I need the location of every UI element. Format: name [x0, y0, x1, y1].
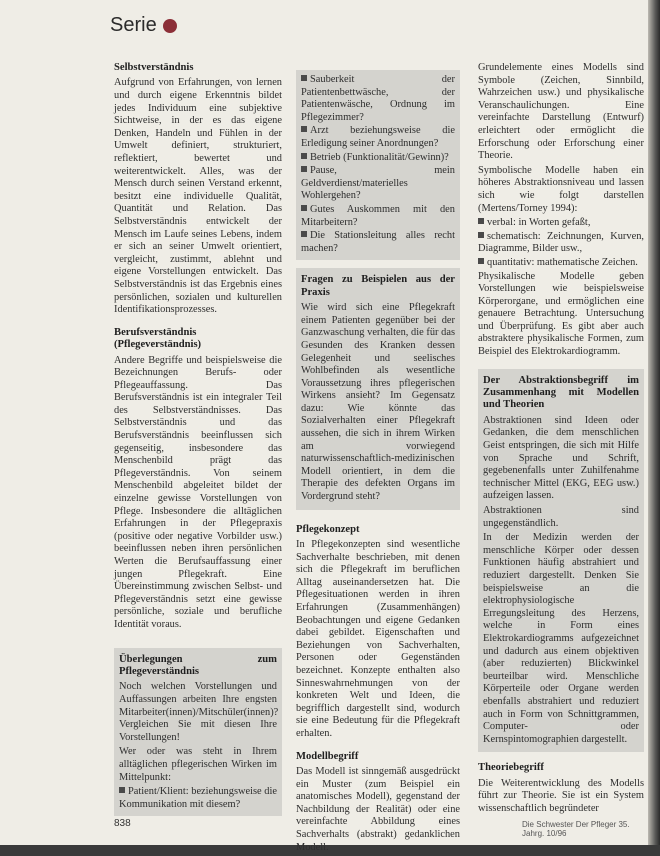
list-item [119, 786, 277, 811]
box-bullets-continued [296, 70, 460, 260]
heading-pflegekonzept: Pflegekonzept [296, 523, 360, 535]
box-ueberlegungen-p1: Noch welchen Vorstellungen und Auffassungen arbeiten Ihre engsten Mitarbeiter(innen)/Mitschüler(innen)? Vergleichen Sie mit diesen Ihre Vorstellungen! [119, 681, 279, 743]
list-item-text: Die Stationsleitung alles recht machen? [301, 230, 455, 254]
box-ueberlegungen-title: Überlegungen zum Pflegeverständnis [119, 653, 277, 677]
list-item [301, 152, 455, 165]
list-item-text: verbal: in Worten gefaßt, [487, 217, 591, 229]
series-label: Serie [110, 14, 157, 36]
box-fragen-title: Fragen zu Beispielen aus der Praxis [301, 274, 455, 298]
box-fragen-text: Wie wird sich eine Pflegekraft einem Patienten gegenüber bei der Ganzwaschung verhalten, die für das Gesunden des Kranken dessen Gelegenheit und seelisches Wohlbefinden als wesentliche Voraussetzung ihres pflegerischen Wirkens ansieht? Im Gegensatz dazu: Wie könnte das Sozialverhalten einer Pflegekraft aussehen, die sich in ihrem Wirken am vorwiegend naturwissenschaftlich-medizinischen Modell orientiert, in dem die Therapie des defekten Organs im Vordergrund steht? [301, 302, 455, 503]
paragraph-theoriebegriff: Die Weiterentwicklung des Modells führt zur Theorie. Sie ist ein System wissenschaftlich begründeter [478, 777, 644, 814]
box-abstraktionsbegriff-title: Der Abstraktionsbegriff im Zusammenhang mit Modellen und Theorien [483, 374, 639, 411]
bullet-icon [478, 232, 484, 238]
bullet-icon [478, 258, 484, 264]
list-item-text: Pause, mein Geldverdienst/materielles Wohlergehen? [301, 165, 455, 202]
column-3 [478, 62, 644, 818]
bullet-icon [301, 166, 307, 172]
paragraph-pflegekonzept: In Pflegekonzepten sind wesentliche Sachverhalte beschrieben, mit denen sich die Pflegekraft im beruflichen Alltag auseinandersetzen hat. Die Pflegesituationen werden in ihren Erfahrungen (Zusammenhängen) Beobachtungen und eigene Gedanken dabei gebildet. Eigenschaften und Beziehungen von Sachverhalten, Personen oder Gegenständen bezeichnet. Konzepte enthalten also Sinneswahrnehmungen von der konkreten Welt und Ideen, die begrifflich dargestellt sind, wodurch sie eine Bedeutung für die Pflegekraft erhalten. [296, 539, 460, 739]
list-item-text: quantitativ: mathematische Zeichen. [487, 256, 638, 268]
paragraph-modellbegriff: Das Modell ist sinngemäß ausgedrückt ein Muster (zum Beispiel ein anatomisches Modell), gegenstand der Nachbildung der Realität) oder eine vereinfachte Abbildung eines Sachverhalts (abstrakt) gedanklichen Modell. [296, 765, 460, 853]
series-dot-icon [163, 19, 177, 33]
list-item-text: Gutes Auskommen mit den Mitarbeitern? [301, 203, 455, 228]
list-item [301, 74, 455, 124]
heading-theoriebegriff: Theoriebegriff [478, 762, 544, 774]
series-header [110, 14, 177, 37]
list-item [478, 231, 644, 256]
list-item [478, 257, 644, 270]
bullet-icon [301, 205, 307, 211]
column-2 [296, 62, 460, 856]
bullet-icon [119, 787, 125, 793]
heading-berufsverstaendnis: Berufsverständnis (Pflegeverständnis) [114, 326, 202, 351]
journal-footer: Die Schwester Der Pfleger 35. Jahrg. 10/96 [522, 820, 630, 838]
box-ueberlegungen-p2: Wer oder was steht in Ihrem alltäglichen pflegerischen Wirken im Mittelpunkt: [119, 746, 277, 783]
paragraph-symbolische-modelle: Symbolische Modelle haben ein höheres Abstraktionsniveau und lassen sich wie folgt darstellen (Mertens/Torney 1994): [478, 164, 644, 214]
list-item [478, 217, 644, 230]
box-abstraktionsbegriff-p1: Abstraktionen sind Ideen oder Gedanken, die dem menschlichen Geist entspringen, die sich mit Hilfe von Sprache und Schrift, gegebenenfalls unter Zuhilfenahme technischer Mittel (EKG, EEG usw.) aufzeigen lassen. [483, 414, 639, 502]
bullet-icon [301, 126, 307, 132]
list-item-text: Patient/Klient: beziehungsweise die Kommunikation mit diesem? [119, 786, 277, 810]
box-abstraktionsbegriff-p2: Abstraktionen sind ungegenständlich. [483, 505, 639, 529]
list-item-text: schematisch: Zeichnungen, Kurven, Diagramme, Bilder usw., [478, 230, 644, 255]
list-item-text: Betrieb (Funktionalität/Gewinn)? [310, 151, 449, 163]
box-fragen [296, 268, 460, 509]
bullet-icon [478, 218, 484, 224]
box-ueberlegungen [114, 648, 282, 817]
list-item [301, 204, 455, 229]
bullet-icon [301, 231, 307, 237]
heading-modellbegriff: Modellbegriff [296, 750, 359, 762]
column-1 [114, 62, 282, 822]
box-abstraktionsbegriff [478, 369, 644, 753]
bullet-icon [301, 153, 307, 159]
page-number: 838 [114, 818, 131, 829]
bullet-icon [301, 75, 307, 81]
paragraph-berufsverstaendnis: Andere Begriffe und beispielsweise die Bezeichnungen Berufs- oder Pflegeauffassung. Das Berufsverständnis ist ein integraler Teil des Selbstverständnisses. Das Selbstverständnis und das Berufsverständnis beeinflussen sich gegenseitig, insbesondere das Menschenbild prägt das Pflegeverständnis. Von seinem Menschenbild abgeleitet bildet der einzelne gewisse Vorstellungen von Pflege. Insbesondere die alltäglichen Erfahrungen in der Pflegepraxis (positive oder negative Vorbilder usw.) beeinflussen neben ihren persönlichen Werten die Berufsauffassung einer jungen Pflegekraft. Eine Übereinstimmung zwischen Selbst- und Pflegeverständnis setzt eine gewisse persönliche, soziale und berufliche Identität voraus. [114, 354, 282, 630]
list-item [301, 165, 455, 203]
book-spine [648, 0, 660, 845]
paragraph-physikalische-modelle: Physikalische Modelle geben Vorstellungen wie beispielsweise Körperorgane, und ermöglichen eine genauere Betrachtung. Untersuchung und Überprüfung. Es gibt aber auch abstraktere physikalische Formen, zum Beispiel des Elektrokardiogramm. [478, 270, 644, 358]
list-item-text: Arzt beziehungsweise die Erledigung seiner Anordnungen? [301, 125, 455, 149]
list-item-text: Sauberkeit der Patientenbettwäsche, der Patientenwäsche, Ordnung im Pflegezimmer? [301, 74, 455, 123]
paragraph-selbstverstaendnis: Aufgrund von Erfahrungen, von lernen und durch eigene Erkenntnis bildet jedes Individuum eine subjektive Sichtweise, in der es das eigene Denken, Handeln und Fühlen in der Umwelt definiert, strukturiert, reflektiert, bewertet und weiterentwickelt. Alles, was der Mensch durch seinen Verstand erkennt, besitzt eine individuelle Qualität, Quantität und Relation. Das Selbstverständnis entwickelt der Mensch im Laufe seines Lebens, indem er sich an seiner Umwelt orientiert, vergleicht, zustimmt, ablehnt und eigene Vorstellungen entwickelt. Das Selbstverständnis ist das Ergebnis eines persönlichen, sozialen und kulturellen Identifikationsprozesses. [114, 77, 282, 316]
list-item [301, 230, 455, 255]
paragraph-grundelemente: Grundelemente eines Modells sind Symbole (Zeichen, Sinnbild, Wahrzeichen usw.) und physikalische Veranschaulichungen. Eine vereinfachte Darstellung (Entwurf) erleichtert oder ermöglicht die Erforschung oder Erforschung einer Theorie. [478, 62, 644, 162]
box-abstraktionsbegriff-p3: In der Medizin werden der menschliche Körper oder dessen Funktionen häufig abstrahiert und reduziert dargestellt. Denken Sie beispielsweise an die elektrophysiologische Erregungsleitung des Herzens, welche in Form eines Elektrokardiogramms aufgezeichnet und dadurch aus einem objektiven (aber reduzierten) Blickwinkel beurteilbar wird. Menschliche Körperteile oder Organe werden ebenfalls abstrahiert und reduziert auch in Form von Schnittgrammen, Computer- oder Kernspintomographien dargestellt. [483, 532, 639, 745]
list-item [301, 125, 455, 150]
heading-selbstverstaendnis: Selbstverständnis [114, 62, 194, 73]
